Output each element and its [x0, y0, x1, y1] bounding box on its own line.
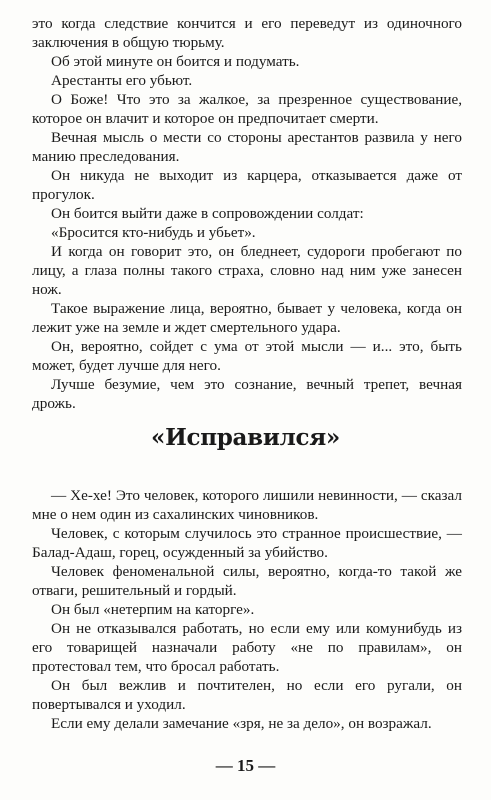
paragraph: Об этой минуте он боится и подумать. [51, 53, 300, 70]
paragraph: Такое выражение лица, вероятно, бывает у человека, когда он лежит уже на земле и ждет смертельного удара. [32, 300, 462, 336]
paragraph: Если ему делали замечание «зря, не за дело», он возражал. [51, 715, 432, 732]
paragraph: Человек феноменальной силы, вероятно, когда-то такой же отваги, решительный и гордый. [32, 563, 462, 599]
paragraph: Он не отказывался работать, но если ему или комунибудь из его товарищей назначали работу «не по правилам», он протестовал тем, что бросал работать. [32, 620, 462, 675]
paragraph: Он был вежлив и почтителен, но если его ругали, он повертывался и уходил. [32, 677, 462, 713]
paragraph: Лучше безумие, чем это сознание, вечный трепет, вечная дрожь. [32, 376, 462, 412]
paragraph: «Бросится кто-нибудь и убьет». [51, 224, 256, 241]
paragraph: Он боится выйти даже в сопровождении солдат: [51, 205, 364, 222]
paragraph: это когда следствие кончится и его переведут из одиночного заключения в общую тюрьму. [32, 15, 462, 51]
paragraph: И когда он говорит это, он бледнеет, судороги пробегают по лицу, а глаза полны такого страха, словно над ним уже занесен нож. [32, 243, 462, 298]
paragraph: Человек, с которым случилось это странное происшествие, — Балад-Адаш, горец, осужденный за убийство. [32, 525, 462, 561]
chapter-title: «Исправился» [151, 424, 340, 451]
paragraph: Арестанты его убьют. [51, 72, 193, 89]
paragraph: Вечная мысль о мести со стороны арестантов развила у него манию преследования. [32, 129, 462, 165]
paragraph: — Хе-хе! Это человек, которого лишили невинности, — сказал мне о нем один из сахалинских чиновников. [32, 487, 462, 523]
page-number: — 15 — [215, 756, 276, 775]
paragraph: О Боже! Что это за жалкое, за презренное существование, которое он влачит и которое он предпочитает смерти. [32, 91, 462, 127]
paragraph: Он никуда не выходит из карцера, отказывается даже от прогулок. [32, 167, 462, 203]
paragraph: Он был «нетерпим на каторге». [51, 601, 255, 618]
chapter-text [32, 486, 462, 733]
previous-chapter-text [32, 14, 462, 413]
paragraph: Он, вероятно, сойдет с ума от этой мысли — и... это, быть может, будет лучше для него. [32, 338, 462, 374]
